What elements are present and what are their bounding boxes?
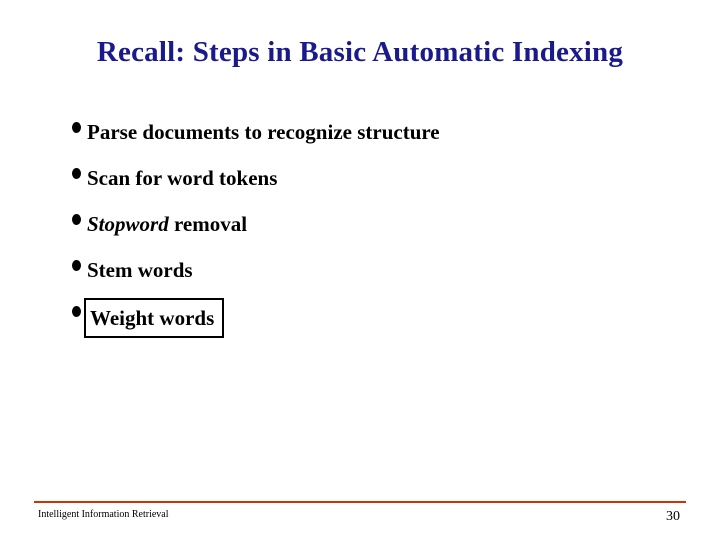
- bullet-item: [72, 118, 440, 164]
- bullet-icon: [72, 168, 81, 179]
- bullet-italic-term: Stopword: [87, 212, 169, 236]
- slide-title: Recall: Steps in Basic Automatic Indexing: [96, 36, 624, 68]
- bullet-text: Scan for word tokens: [87, 166, 278, 190]
- page-number: 30: [666, 509, 680, 524]
- bullet-item: [72, 164, 440, 210]
- bullet-icon: [72, 260, 81, 271]
- bullet-list: [72, 118, 440, 348]
- bullet-text-boxed: Weight words: [84, 298, 224, 338]
- bullet-text-rest: removal: [168, 212, 248, 236]
- bullet-icon: [72, 306, 81, 317]
- footer-course-title: Intelligent Information Retrieval: [38, 509, 169, 520]
- bullet-icon: [72, 214, 81, 225]
- bullet-text: Parse documents to recognize structure: [87, 120, 440, 144]
- bullet-text: Stem words: [87, 258, 193, 282]
- bullet-item: [72, 210, 440, 256]
- footer-divider: [34, 501, 686, 503]
- bullet-icon: [72, 122, 81, 133]
- bullet-item: [72, 302, 440, 348]
- bullet-item: [72, 256, 440, 302]
- bullet-text: [87, 209, 247, 239]
